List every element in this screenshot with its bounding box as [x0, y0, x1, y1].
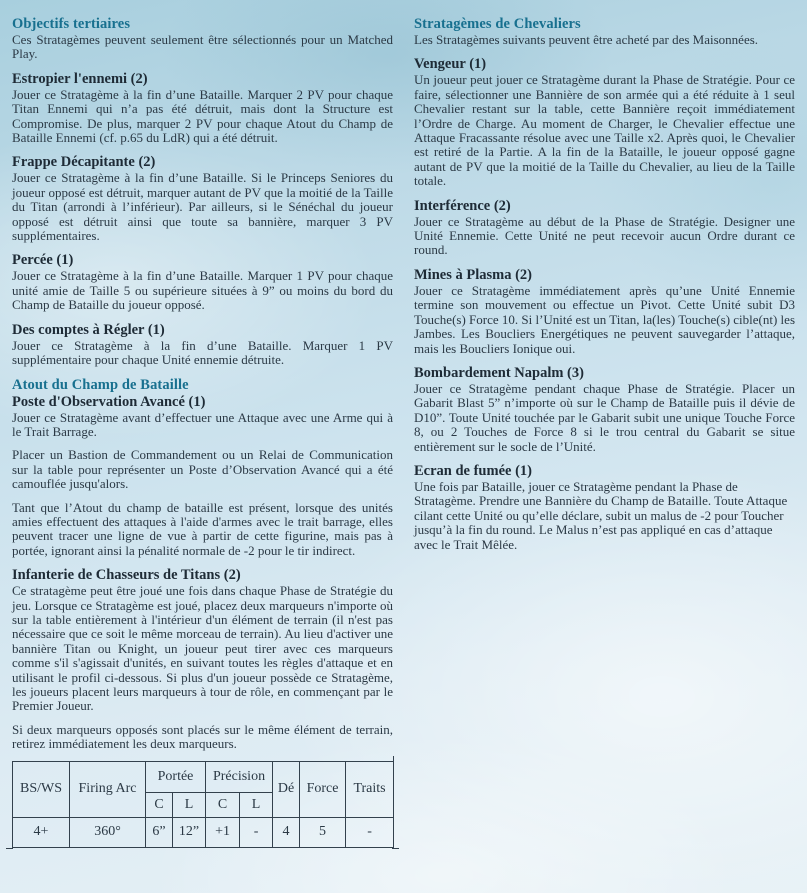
stratagem-heading-bombardement-napalm: Bombardement Napalm (3) [414, 364, 584, 381]
paragraph: Ce stratagème peut être joué une fois dans chaque Phase de Stratégie du jeu. Lorsque ce Stratagème est joué, placez deux marqueurs n'importe où sur la table entièrement à l'intérieur d'un élément de terrain (il n'est pas nécessaire que ce soit le même morceau de terrain). Au lieu d'activer une bannière Titan ou Knight, un joueur peut tirer avec ces marqueurs comme s'il s'agissait d'unités, en suivant toutes les règles d'attaque et en utilisant le profil ci-dessous. Si plus d'un joueur possède ce Stratagème, les joueurs placent leurs marqueurs à tour de rôle, en commençant par le Premier Joueur. [12, 583, 393, 714]
col-header-portee-c: C [146, 792, 173, 817]
paragraph: Jouer ce Stratagème immédiatement après qu’une Unité Ennemie termine son mouvement ou effectue un Pivot. Cette Unité subit D3 Touche(s) Force 10. Si l’Unité est un Titan, la(les) Touche(s) cible(nt) les Jambes. Les Boucliers Energétiques ne peuvent sauvegarder l’attaque, mais les Boucliers Ionique oui. [414, 282, 795, 356]
col-header-precision-l: L [240, 792, 273, 817]
paragraph: Jouer ce Stratagème à la fin d’une Bataille. Marquer 1 PV pour chaque unité amie de Taille 5 ou supérieure situées à 9” ou moins du bord du Champ de Bataille du joueur opposé. [12, 268, 393, 313]
cell-portee-l: 12” [173, 817, 206, 847]
table-corner-tick [6, 848, 13, 849]
paragraph: Placer un Bastion de Commandement ou un Relai de Communication sur la table pour représenter un Poste d’Observation Avancé qui a été camouflée jusqu'alors. [12, 447, 393, 492]
cell-traits: - [346, 817, 394, 847]
paragraph: Jouer ce Stratagème au début de la Phase de Stratégie. Designer une Unité Ennemie. Cette Unité ne peut recevoir aucun Ordre durant ce round. [414, 213, 795, 258]
paragraph: Tant que l’Atout du champ de bataille est présent, lorsque des unités amies effectuent des attaques à l'aide d'armes avec le trait barrage, elles peuvent tracer une ligne de vue à partir de cette figurine, mais pas à portée, ignorant ainsi la pénalité normale de -2 pour le tir indirect. [12, 499, 393, 558]
section-heading-objectifs-tertiaires: Objectifs tertiaires [12, 16, 131, 32]
stratagem-heading-vengeur: Vengeur (1) [414, 56, 487, 73]
stratagem-heading-poste-observation-avance: Poste d'Observation Avancé (1) [12, 393, 206, 410]
stratagem-heading-mines-a-plasma: Mines à Plasma (2) [414, 266, 532, 283]
cell-portee-c: 6” [146, 817, 173, 847]
left-column [12, 16, 393, 848]
paragraph: Ces Stratagèmes peuvent seulement être sélectionnés pour un Matched Play. [12, 32, 393, 62]
group-header-portee: Portée [146, 761, 206, 792]
stratagem-heading-percee: Percée (1) [12, 252, 74, 269]
stratagem-heading-frappe-decapitante: Frappe Décapitante (2) [12, 154, 156, 171]
paragraph: Les Stratagèmes suivants peuvent être acheté par des Maisonnées. [414, 32, 759, 47]
col-header-traits: Traits [346, 761, 394, 817]
paragraph: Une fois par Bataille, jouer ce Stratagème pendant la Phase de Stratagème. Prendre une Bannière du Champ de Bataille. Toute Attaque cilant cette Unité ou qu’elle déclare, subit un malus de -2 pour Toucher jusqu’à la fin du round. Le Malus n’est pas appliqué en cas d’attaque avec le Trait Mêlée. [414, 478, 788, 552]
paragraph: Jouer ce Stratagème pendant chaque Phase de Stratégie. Placer un Gabarit Blast 5” n’importe où sur le Champ de Bataille puis il dévie de D10”. Toute Unité touchée par le Gabarit subit une unique Touche Force 8, ou 2 Touches de Force 8 si le trou central du Gabarit se situe entièrement sur le socle de l’Unité. [414, 380, 795, 454]
right-column [414, 16, 795, 561]
col-header-force: Force [300, 761, 346, 817]
col-header-firing-arc: Firing Arc [70, 761, 146, 817]
table-corner-tick [393, 756, 394, 763]
col-header-portee-l: L [173, 792, 206, 817]
section-heading-stratagemes-de-chevaliers: Stratagèmes de Chevaliers [414, 16, 581, 32]
paragraph: Jouer ce Stratagème à la fin d’une Bataille. Si le Princeps Seniores du joueur opposé est détruit, marquer autant de PV que la moitié de la Taille du Titan (arrondi à l’inférieur). Par ailleurs, si le Sénéchal du joueur opposé est détruit ainsi que toute sa bannière, marquer 3 PV supplémentaires. [12, 170, 393, 244]
weapon-profile-table [12, 761, 394, 848]
stratagem-heading-ecran-de-fumee: Ecran de fumée (1) [414, 462, 532, 479]
stratagem-heading-estropier-lennemi: Estropier l'ennemi (2) [12, 70, 148, 87]
paragraph: Jouer ce Stratagème à la fin d’une Bataille. Marquer 2 PV pour chaque Titan Ennemi qui n’a pas été détruit, mais dont la Structure est Compromise. De plus, marquer 2 PV pour chaque Atout du Champ de Bataille Ennemi (cf. p.65 du LdR) qui a été détruit. [12, 86, 393, 146]
section-heading-atout-du-champ-de-bataille: Atout du Champ de Bataille [12, 376, 189, 393]
col-header-de: Dé [273, 761, 300, 817]
group-header-precision: Précision [206, 761, 273, 792]
cell-firing-arc: 360° [70, 817, 146, 847]
paragraph: Jouer ce Stratagème à la fin d’une Bataille. Marquer 1 PV supplémentaire pour chaque Unité ennemie détruite. [12, 337, 393, 368]
paragraph: Jouer ce Stratagème avant d’effectuer une Attaque avec une Arme qui à le Trait Barrage. [12, 409, 393, 439]
paragraph: Si deux marqueurs opposés sont placés sur le même élément de terrain, retirez immédiatement les deux marqueurs. [12, 721, 393, 752]
stratagem-heading-infanterie-chasseurs-titans: Infanterie de Chasseurs de Titans (2) [12, 567, 241, 584]
table-corner-tick [392, 848, 399, 849]
cell-precision-c: +1 [206, 817, 240, 847]
cell-de: 4 [273, 817, 300, 847]
cell-bsws: 4+ [13, 817, 70, 847]
col-header-bsws: BS/WS [13, 761, 70, 817]
cell-force: 5 [300, 817, 346, 847]
paragraph: Un joueur peut jouer ce Stratagème durant la Phase de Stratégie. Pour ce faire, sélectionner une Bannière de son armée qui a été réduite à 1 seul Chevalier restant sur la table, cette Bannière reçoit immédiatement l’Ordre de Charge. Au moment de Charger, le Chevalier effectue une Attaque Fracassante résolue avec une Taille x2. Après quoi, le Chevalier est retiré de la Partie. A la fin de la Bataille, le joueur opposé gagne autant de PV que la moitié de la Taille du Chevalier, au lieu de la Taille totale. [414, 72, 795, 189]
table-row [13, 817, 394, 847]
stratagem-heading-des-comptes-a-regler: Des comptes à Régler (1) [12, 321, 165, 338]
col-header-precision-c: C [206, 792, 240, 817]
stratagem-heading-interference: Interférence (2) [414, 197, 511, 214]
weapon-profile-table-wrap [12, 761, 393, 848]
cell-precision-l: - [240, 817, 273, 847]
